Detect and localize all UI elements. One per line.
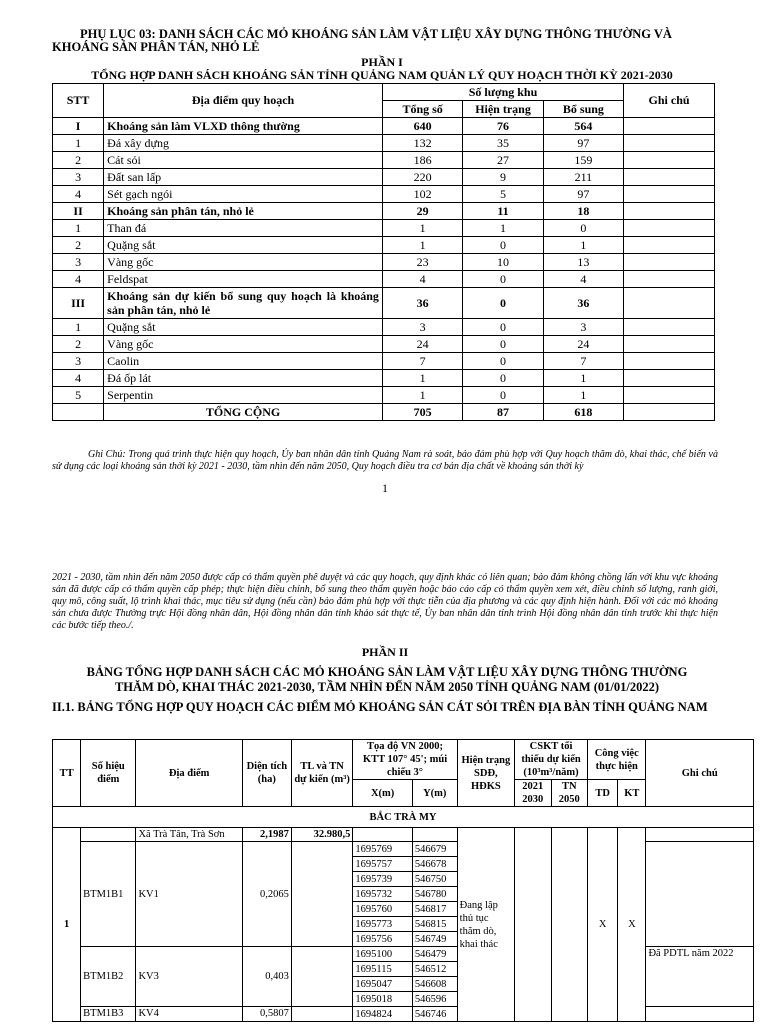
summary-row xyxy=(53,370,715,387)
row-note xyxy=(624,203,715,220)
row-total: 186 xyxy=(382,152,462,169)
coord-y: 546512 xyxy=(412,962,457,977)
note-paragraph-2: 2021 - 2030, tầm nhìn đến năm 2050 được cấp có thẩm quyền phê duyệt và các quy hoạch, quy định khác có liên quan; bảo đảm không chồng lấn với khu vực khoáng sản đã được cấp có thẩm quyền cấp phép; thực hiện điều chỉnh, bổ sung theo thẩm quyền hoặc báo cáo cấp có thẩm quyền xem xét, điều chỉnh số lượng, ranh giới, quy mô, công suất, lộ trình khai thác, mục tiêu sử dụng (nếu cần) bảo đảm phù hợp với thực tiễn của địa phương và các quy định hiện hành. Đối với các mỏ khoáng sản chưa được Thường trực Hội đồng nhân dân, Hội đồng nhân dân tỉnh khảo sát thực tế, Ủy ban nhân dân tỉnh trình Hội đồng nhân dân tỉnh trước khi thực hiện các bước tiếp theo./. xyxy=(52,572,718,631)
row-current: 0 xyxy=(463,288,543,319)
summary-row xyxy=(53,135,715,152)
row-added: 0 xyxy=(543,220,623,237)
summary-row xyxy=(53,203,715,220)
coord-y: 546596 xyxy=(412,992,457,1007)
row-added: 97 xyxy=(543,186,623,203)
row-added: 564 xyxy=(543,118,623,135)
h2-area: Diện tích (ha) xyxy=(242,740,291,807)
mine-place: KV4 xyxy=(136,1007,242,1022)
coord-y: 546750 xyxy=(412,872,457,887)
h2-x: X(m) xyxy=(353,780,412,807)
mine-group-tt: 1 xyxy=(53,828,81,1022)
part2-subtitle: II.1. BẢNG TỔNG HỢP QUY HOẠCH CÁC ĐIỂM MỎ KHOÁNG SẢN CÁT SỎI TRÊN ĐỊA BÀN TỈNH QUẢNG NAM xyxy=(52,700,708,714)
summary-row xyxy=(53,387,715,404)
coord-y: 546679 xyxy=(412,842,457,857)
coord-x: 1695760 xyxy=(353,902,412,917)
row-added: 1 xyxy=(543,387,623,404)
h2-note: Ghi chú xyxy=(646,740,754,807)
h2-code: Số hiệu điểm xyxy=(81,740,136,807)
row-stt: 1 xyxy=(53,319,104,336)
row-added: 159 xyxy=(543,152,623,169)
row-name: Quặng sắt xyxy=(104,319,383,336)
row-stt: 4 xyxy=(53,186,104,203)
coord-x: 1695115 xyxy=(353,962,412,977)
row-total: 23 xyxy=(382,254,462,271)
row-note xyxy=(624,118,715,135)
mine-code: BTM1B3 xyxy=(81,1007,136,1022)
header-stt: STT xyxy=(53,84,104,118)
row-note xyxy=(624,237,715,254)
total-row-note xyxy=(624,404,715,421)
row-total: 1 xyxy=(382,387,462,404)
mine-status: Đang lập thủ tục thăm dò, khai thác xyxy=(457,828,514,1022)
coord-y: 546815 xyxy=(412,917,457,932)
coord-row xyxy=(53,947,754,962)
row-note xyxy=(624,220,715,237)
row-current: 0 xyxy=(463,336,543,353)
part1-title: TỔNG HỢP DANH SÁCH KHOÁNG SẢN TỈNH QUẢNG NAM QUẢN LÝ QUY HOẠCH THỜI KỲ 2021-2030 xyxy=(91,68,673,82)
total-row-current: 87 xyxy=(463,404,543,421)
h2-cap-tn: TN 2050 xyxy=(551,780,588,807)
row-current: 0 xyxy=(463,370,543,387)
row-added: 97 xyxy=(543,135,623,152)
row-note xyxy=(624,336,715,353)
mine-table xyxy=(52,739,754,1022)
total-row-total: 705 xyxy=(382,404,462,421)
commune-place: Xã Trà Tân, Trà Sơn xyxy=(136,828,242,842)
summary-table xyxy=(52,83,715,421)
row-note xyxy=(624,152,715,169)
h2-td: TD xyxy=(588,780,618,807)
row-note xyxy=(624,254,715,271)
row-added: 1 xyxy=(543,370,623,387)
row-note xyxy=(624,387,715,404)
row-note xyxy=(624,353,715,370)
row-note xyxy=(624,370,715,387)
summary-row xyxy=(53,118,715,135)
header-current: Hiện trạng xyxy=(463,101,543,118)
row-added: 36 xyxy=(543,288,623,319)
summary-row xyxy=(53,169,715,186)
district-row: BẮC TRÀ MY xyxy=(53,807,754,828)
part2-title: BẢNG TỔNG HỢP DANH SÁCH CÁC MỎ KHOÁNG SẢN LÀM VẬT LIỆU XÂY DỰNG THÔNG THƯỜNG THĂM DÒ, KHAI THÁC 2021-2030, TẦM NHÌN ĐẾN NĂM 2050 TỈNH QUẢNG NAM (01/01/2022) xyxy=(86,665,688,694)
row-current: 0 xyxy=(463,353,543,370)
row-current: 35 xyxy=(463,135,543,152)
coord-y: 546780 xyxy=(412,887,457,902)
total-row-added: 618 xyxy=(543,404,623,421)
h2-cap-2021: 2021 2030 xyxy=(515,780,552,807)
header-location: Địa điểm quy hoạch xyxy=(104,84,383,118)
mine-code: BTM1B1 xyxy=(81,842,136,947)
total-row-label: TỔNG CỘNG xyxy=(104,404,383,421)
coord-x: 1695739 xyxy=(353,872,412,887)
row-total: 102 xyxy=(382,186,462,203)
row-name: Khoáng sản làm VLXD thông thường xyxy=(104,118,383,135)
row-stt: I xyxy=(53,118,104,135)
mine-place: KV1 xyxy=(136,842,242,947)
mine-area: 0,403 xyxy=(242,947,291,1007)
summary-row xyxy=(53,271,715,288)
row-name: Khoáng sản dự kiến bổ sung quy hoạch là khoáng sản phân tán, nhỏ lẻ xyxy=(104,288,383,319)
row-stt: 4 xyxy=(53,370,104,387)
commune-area: 2,1987 xyxy=(242,828,291,842)
h2-place: Địa điểm xyxy=(136,740,242,807)
row-name: Sét gạch ngói xyxy=(104,186,383,203)
row-stt: 2 xyxy=(53,237,104,254)
row-name: Serpentin xyxy=(104,387,383,404)
appendix-title: PHỤ LỤC 03: DANH SÁCH CÁC MỎ KHOÁNG SẢN LÀM VẬT LIỆU XÂY DỰNG THÔNG THƯỜNG VÀ KHOÁNG SẢN PHÂN TÁN, NHỎ LẺ xyxy=(52,27,672,54)
h2-work: Công việc thực hiện xyxy=(588,740,646,780)
row-stt: 4 xyxy=(53,271,104,288)
total-row-spacer xyxy=(53,404,104,421)
row-stt: 1 xyxy=(53,135,104,152)
commune-reserve: 32.980,5 xyxy=(291,828,353,842)
row-current: 1 xyxy=(463,220,543,237)
coord-y: 546746 xyxy=(412,1007,457,1022)
row-total: 29 xyxy=(382,203,462,220)
row-stt: III xyxy=(53,288,104,319)
row-current: 27 xyxy=(463,152,543,169)
h2-capacity: CSKT tối thiểu dự kiến (10³m³/năm) xyxy=(515,740,588,780)
row-current: 5 xyxy=(463,186,543,203)
row-name: Vàng gốc xyxy=(104,254,383,271)
commune-x xyxy=(353,828,412,842)
row-name: Vàng gốc xyxy=(104,336,383,353)
coord-x: 1695100 xyxy=(353,947,412,962)
coord-x: 1695757 xyxy=(353,857,412,872)
row-note xyxy=(624,135,715,152)
row-name: Caolin xyxy=(104,353,383,370)
h2-tt: TT xyxy=(53,740,81,807)
mine-note xyxy=(646,842,754,947)
part1-label: PHẦN I xyxy=(361,55,403,69)
coord-x: 1695047 xyxy=(353,977,412,992)
mine-note xyxy=(646,1007,754,1022)
row-current: 76 xyxy=(463,118,543,135)
coord-x: 1695756 xyxy=(353,932,412,947)
row-current: 0 xyxy=(463,237,543,254)
commune-note xyxy=(646,828,754,842)
row-stt: 3 xyxy=(53,254,104,271)
row-name: Feldspat xyxy=(104,271,383,288)
mine-kt: X xyxy=(618,828,646,1022)
row-total: 7 xyxy=(382,353,462,370)
coord-y: 546749 xyxy=(412,932,457,947)
row-current: 0 xyxy=(463,271,543,288)
mine-code: BTM1B2 xyxy=(81,947,136,1007)
commune-y xyxy=(412,828,457,842)
coord-x: 1695773 xyxy=(353,917,412,932)
row-total: 1 xyxy=(382,237,462,254)
header-added: Bổ sung xyxy=(543,101,623,118)
row-current: 0 xyxy=(463,387,543,404)
mine-reserve xyxy=(291,1007,353,1022)
row-stt: II xyxy=(53,203,104,220)
coord-row xyxy=(53,842,754,857)
summary-row xyxy=(53,353,715,370)
summary-row xyxy=(53,319,715,336)
coord-y: 546479 xyxy=(412,947,457,962)
coord-x: 1695769 xyxy=(353,842,412,857)
row-note xyxy=(624,288,715,319)
row-added: 18 xyxy=(543,203,623,220)
coord-x: 1694824 xyxy=(353,1007,412,1022)
h2-coord: Tọa độ VN 2000; KTT 107° 45'; múi chiếu 3° xyxy=(353,740,457,780)
commune-code xyxy=(81,828,136,842)
summary-row xyxy=(53,186,715,203)
row-added: 211 xyxy=(543,169,623,186)
h2-kt: KT xyxy=(618,780,646,807)
row-note xyxy=(624,169,715,186)
row-total: 36 xyxy=(382,288,462,319)
row-name: Đất san lấp xyxy=(104,169,383,186)
mine-note: Đã PDTL năm 2022 xyxy=(646,947,754,1007)
h2-status: Hiện trạng SDĐ, HĐKS xyxy=(457,740,514,807)
mine-reserve xyxy=(291,842,353,947)
mine-cap-tn xyxy=(551,828,588,1022)
mine-td: X xyxy=(588,828,618,1022)
summary-row xyxy=(53,288,715,319)
row-note xyxy=(624,319,715,336)
row-total: 1 xyxy=(382,370,462,387)
coord-y: 546678 xyxy=(412,857,457,872)
summary-row xyxy=(53,237,715,254)
mine-cap-2021 xyxy=(515,828,552,1022)
row-note xyxy=(624,186,715,203)
coord-x: 1695732 xyxy=(353,887,412,902)
row-current: 9 xyxy=(463,169,543,186)
coord-x: 1695018 xyxy=(353,992,412,1007)
row-current: 11 xyxy=(463,203,543,220)
coord-y: 546817 xyxy=(412,902,457,917)
header-note: Ghi chú xyxy=(624,84,715,118)
row-name: Khoáng sản phân tán, nhỏ lẻ xyxy=(104,203,383,220)
note-paragraph-1: Ghi Chú: Trong quá trình thực hiện quy hoạch, Ủy ban nhân dân tỉnh Quảng Nam rà soát, bảo đảm phù hợp với Quy hoạch thăm dò, khai thác, chế biến và sử dụng các loại khoáng sản thời kỳ 2021 - 2030, tầm nhìn đến năm 2050, Quy hoạch điều tra cơ bản địa chất về khoáng sản thời kỳ xyxy=(52,449,718,472)
row-total: 24 xyxy=(382,336,462,353)
mine-reserve xyxy=(291,947,353,1007)
h2-y: Y(m) xyxy=(412,780,457,807)
header-count-group: Số lượng khu xyxy=(382,84,623,101)
row-name: Đá xây dựng xyxy=(104,135,383,152)
mine-area: 0,2065 xyxy=(242,842,291,947)
row-stt: 2 xyxy=(53,152,104,169)
row-current: 0 xyxy=(463,319,543,336)
row-added: 13 xyxy=(543,254,623,271)
row-added: 1 xyxy=(543,237,623,254)
row-stt: 2 xyxy=(53,336,104,353)
mine-place: KV3 xyxy=(136,947,242,1007)
row-stt: 1 xyxy=(53,220,104,237)
row-stt: 3 xyxy=(53,169,104,186)
row-total: 4 xyxy=(382,271,462,288)
row-added: 24 xyxy=(543,336,623,353)
header-total: Tổng số xyxy=(382,101,462,118)
mine-area: 0,5807 xyxy=(242,1007,291,1022)
row-name: Đá ốp lát xyxy=(104,370,383,387)
commune-row xyxy=(53,828,754,842)
page-number: 1 xyxy=(382,481,388,495)
row-total: 132 xyxy=(382,135,462,152)
row-current: 10 xyxy=(463,254,543,271)
row-name: Than đá xyxy=(104,220,383,237)
summary-row xyxy=(53,254,715,271)
row-added: 7 xyxy=(543,353,623,370)
row-name: Cát sỏi xyxy=(104,152,383,169)
coord-y: 546608 xyxy=(412,977,457,992)
row-added: 3 xyxy=(543,319,623,336)
row-stt: 5 xyxy=(53,387,104,404)
row-note xyxy=(624,271,715,288)
part2-label: PHẦN II xyxy=(361,645,409,659)
summary-row xyxy=(53,220,715,237)
row-added: 4 xyxy=(543,271,623,288)
row-total: 640 xyxy=(382,118,462,135)
row-total: 1 xyxy=(382,220,462,237)
summary-row xyxy=(53,152,715,169)
coord-row xyxy=(53,1007,754,1022)
h2-reserve: TL và TN dự kiến (m³) xyxy=(291,740,353,807)
row-total: 220 xyxy=(382,169,462,186)
row-total: 3 xyxy=(382,319,462,336)
row-name: Quặng sắt xyxy=(104,237,383,254)
summary-row xyxy=(53,336,715,353)
row-stt: 3 xyxy=(53,353,104,370)
